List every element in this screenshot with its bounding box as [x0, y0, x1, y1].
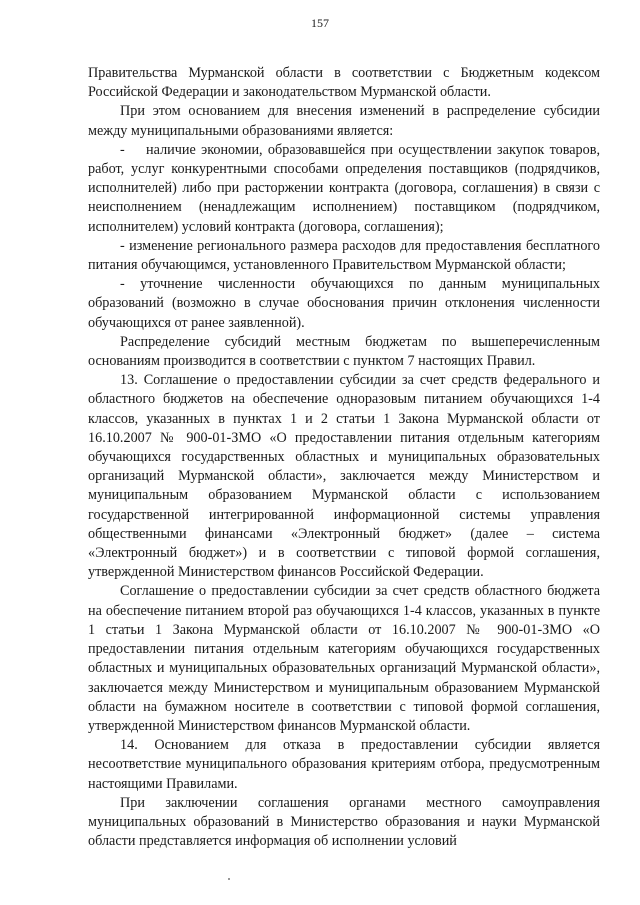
list-item: - изменение регионального размера расходов для предоставления бесплатного питания обучающимся, установленного Правительством Мурманской области; [88, 237, 600, 274]
list-item: - наличие экономии, образовавшейся при осуществлении закупок товаров, работ, услуг конкурентными способами определения поставщиков (подрядчиков, исполнителей) либо при расторжении контракта (договора, соглашения) в связи с неисполнением (ненадлежащим исполнением) поставщиком (подрядчиком, исполнителем) условий контракта (договора, соглашения); [88, 141, 600, 235]
paragraph: 13. Соглашение о предоставлении субсидии за счет средств федерального и областного бюджетов на обеспечение одноразовым питанием обучающихся 1-4 классов, указанных в пунктах 1 и 2 статьи 1 Закона Мурманской области от 16.10.2007 № 900-01-ЗМО «О предоставлении питания отдельным категориям обучающихся государственных областных и муниципальных образовательных организаций Мурманской области», заключается между Министерством и муниципальным образованием Мурманской области с использованием государственной интегрированной информационной системы управления общественными финансами «Электронный бюджет» (далее – система «Электронный бюджет») и в соответствии с типовой формой соглашения, утвержденной Министерством финансов Российской Федерации. [88, 372, 600, 581]
scan-speck [228, 878, 230, 880]
paragraph: При заключении соглашения органами местного самоуправления муниципальных образований в Министерство образования и науки Мурманской области представляется информация об исполнении условий [88, 794, 600, 850]
paragraph: Распределение субсидий местным бюджетам по вышеперечисленным основаниям производится в соответствии с пунктом 7 настоящих Правил. [88, 333, 600, 370]
paragraph: При этом основанием для внесения изменений в распределение субсидии между муниципальными образованиями является: [88, 103, 600, 139]
list-item: - уточнение численности обучающихся по данным муниципальных образований (возможно в случае обоснования причин отклонения численности обучающихся от ранее заявленной). [88, 276, 600, 331]
paragraph: Правительства Мурманской области в соответствии с Бюджетным кодексом Российской Федерации и законодательством Мурманской области. [88, 65, 600, 101]
body-text [88, 64, 600, 851]
paragraph: 14. Основанием для отказа в предоставлении субсидии является несоответствие муниципального образования критериям отбора, предусмотренным настоящими Правилами. [88, 737, 600, 792]
paragraph: Соглашение о предоставлении субсидии за счет средств областного бюджета на обеспечение питанием второй раз обучающихся 1-4 классов, указанных в пункте 1 статьи 1 Закона Мурманской области от 16.10.2007 № 900-01-ЗМО «О предоставлении питания отдельным категориям обучающихся государственных областных и муниципальных образовательных организаций Мурманской области», заключается между Министерством и муниципальным образованием Мурманской области на бумажном носителе в соответствии с типовой формой соглашения, утвержденной Министерством финансов Мурманской области. [88, 583, 600, 734]
page-number: 157 [311, 16, 329, 30]
